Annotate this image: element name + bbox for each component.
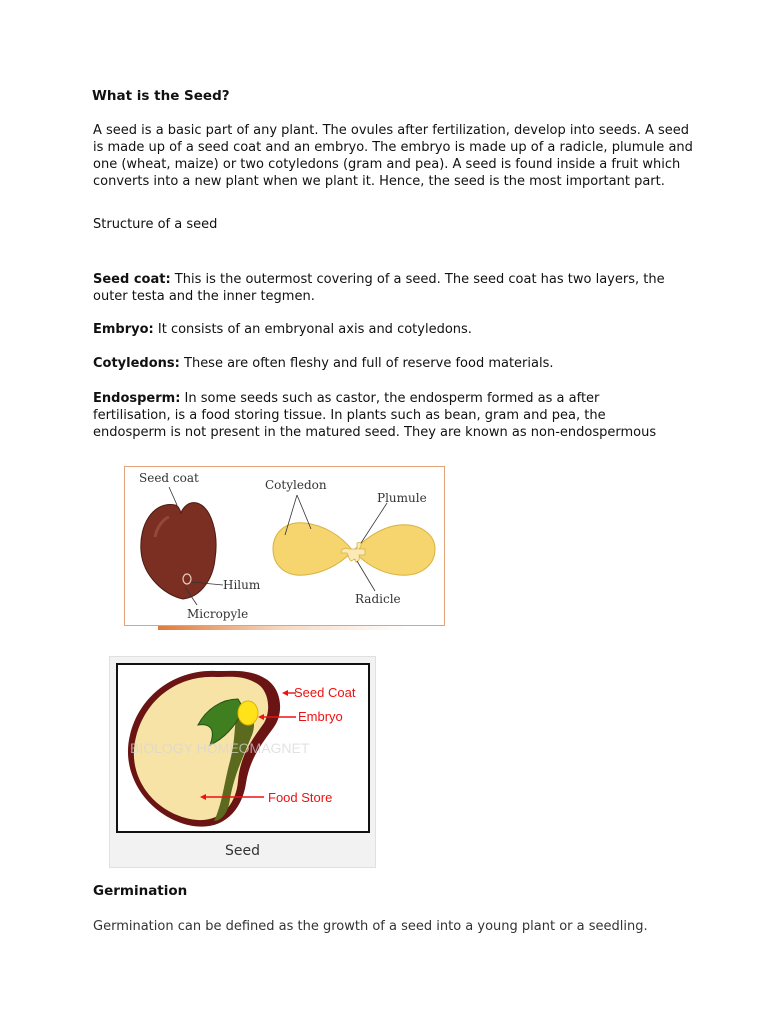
definition-embryo [93, 321, 693, 338]
definition-seed-coat [93, 271, 693, 305]
embryo-shape [238, 701, 258, 725]
label-cotyledon: Cotyledon [265, 478, 327, 492]
term: Cotyledons: [93, 356, 180, 371]
definition-text: It consists of an embryonal axis and cotyledons. [153, 322, 472, 337]
watermark-text: BIOLOGY HOMEOMAGNET [130, 740, 310, 756]
label-seed-coat: Seed Coat [294, 685, 356, 700]
label-seed-coat: Seed coat [139, 471, 199, 485]
seed-structure-illustration [125, 467, 446, 627]
label-food-store: Food Store [268, 790, 333, 805]
cotyledon-left [273, 523, 353, 575]
term: Seed coat: [93, 272, 171, 287]
seed-diagram-illustration [118, 665, 368, 831]
term: Endosperm: [93, 391, 181, 406]
label-plumule: Plumule [377, 491, 427, 505]
label-micropyle: Micropyle [187, 607, 249, 621]
label-radicle: Radicle [355, 592, 401, 606]
figure-caption: Seed [225, 843, 260, 859]
definition-endosperm [93, 390, 678, 441]
definition-text: These are often fleshy and full of reserve food materials. [179, 356, 554, 371]
germination-heading: Germination [93, 883, 188, 899]
definition-text: In some seeds such as castor, the endosperm formed as a after fertilisation, is a food storing tissue. In plants such as bean, gram and pea, the endosperm is not present in the matured seed. They are known as non-endospermous [93, 391, 657, 440]
seed-diagram-frame [116, 663, 370, 833]
page-title: What is the Seed? [92, 88, 230, 104]
seed-structure-figure [124, 466, 445, 626]
figure-underline [158, 626, 408, 630]
seed-diagram-figure [109, 656, 376, 868]
term: Embryo: [93, 322, 154, 337]
label-hilum: Hilum [223, 578, 261, 592]
label-embryo: Embryo [298, 709, 343, 724]
definition-text: This is the outermost covering of a seed. The seed coat has two layers, the outer testa and the inner tegmen. [93, 272, 665, 304]
germination-paragraph: Germination can be defined as the growth of a seed into a young plant or a seedling. [93, 919, 648, 934]
seed-shape [141, 503, 216, 599]
intro-paragraph: A seed is a basic part of any plant. The ovules after fertilization, develop into seeds. A seed is made up of a seed coat and an embryo. The embryo is made up of a radicle, plumule and one (wheat, maize) or two cotyledons (gram and pea). A seed is found inside a fruit which converts into a new plant when we plant it. Hence, the seed is the most important part. [93, 123, 693, 189]
definition-cotyledons [93, 355, 693, 372]
structure-heading: Structure of a seed [93, 217, 218, 232]
